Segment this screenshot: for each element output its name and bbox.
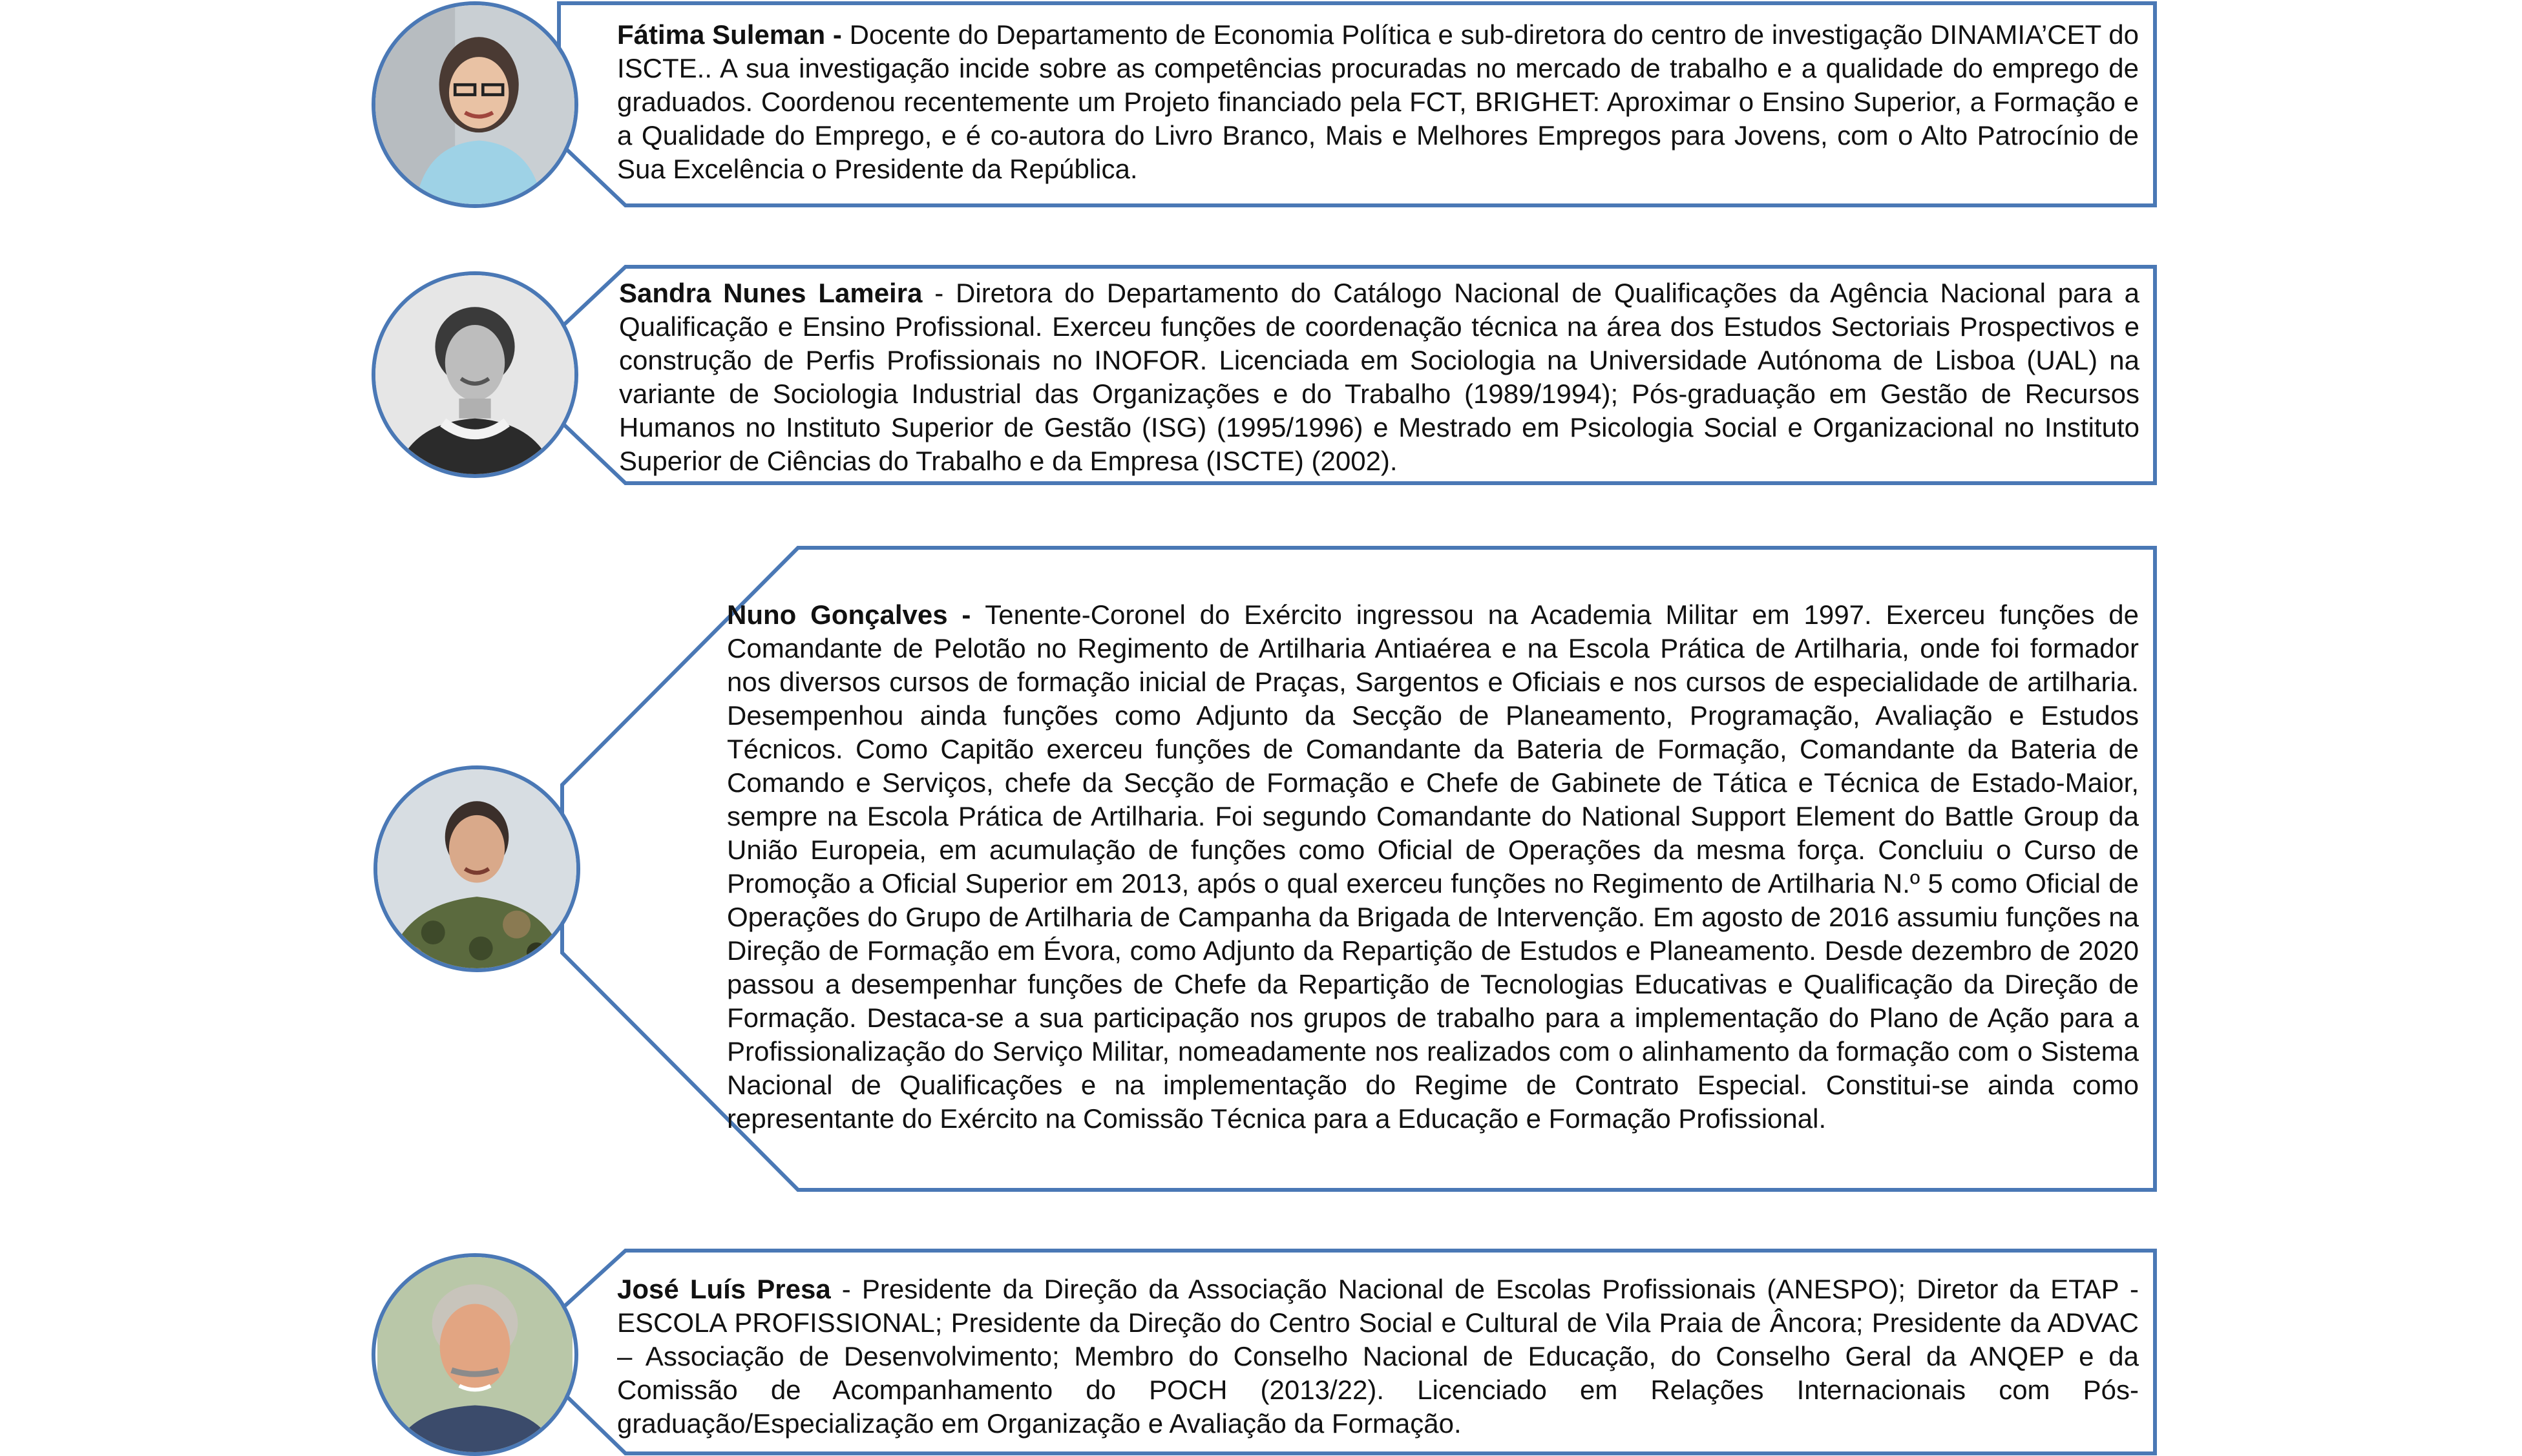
name-separator: - [922, 278, 956, 308]
bio-body: Presidente da Direção da Associação Nacional de Escolas Profissionais (ANESPO); Diretor da ETAP - ESCOLA PROFISSIONAL; Presidente da Direção do Centro Social e Cultural de Vila Praia de Âncora; Presidente da ADVAC – Associação de Desenvolvimento; Membro do Conselho Nacional de Educação, do Conselho Geral da ANQEP e da Comissão de Acompanhamento do POCH (2013/22). Licenciado em Relações Internacionais com Pós-graduação/Especialização em Organização e Avaliação da Formação. [617, 1274, 2139, 1439]
person-name: José Luís Presa [617, 1274, 831, 1304]
bio-body: Docente do Departamento de Economia Política e sub-diretora do centro de investigação DINAMIA’CET do ISCTE.. A sua investigação incide sobre as competências procuradas no mercado de trabalho e a qualidade do emprego de graduados. Coordenou recentemente um Projeto financiado pela FCT, BRIGHET: Aproximar o Ensino Superior, a Formação e a Qualidade do Emprego, e é co-autora do Livro Branco, Mais e Melhores Empregos para Jovens, com o Alto Patrocínio de Sua Excelência o Presidente da República. [617, 19, 2139, 184]
name-separator: - [947, 599, 985, 630]
portrait-woman-bw-icon [375, 275, 574, 474]
person-name: Fátima Suleman [617, 19, 826, 50]
portrait-man-grey-hair-icon [375, 1257, 574, 1452]
bio-text [617, 18, 2139, 186]
portrait-photo [372, 1, 578, 208]
portrait-woman-glasses-icon [375, 5, 574, 204]
person-name: Nuno Gonçalves [727, 599, 948, 630]
name-separator: - [830, 1274, 862, 1304]
bio-body: Tenente-Coronel do Exército ingressou na Academia Militar em 1997. Exerceu funções de Comandante de Pelotão no Regimento de Artilharia Antiaérea e na Escola Prática de Artilharia, onde foi formador nos diversos cursos de formação inicial de Praças, Sargentos e Oficiais e nos cursos de especialidade de artilharia. Desempenhou ainda funções como Adjunto da Secção de Planeamento, Programação, Avaliação e Estudos Técnicos. Como Capitão exerceu funções de Comandante da Bateria de Formação, Comandante da Bateria de Comando e Serviços, chefe da Secção de Formação e Chefe de Gabinete de Tática e Técnica de Estado-Maior, sempre na Escola Prática de Artilharia. Foi segundo Comandante do National Support Element do Battle Group da União Europeia, em acumulação de funções como Oficial de Operações da mesma força. Concluiu o Curso de Promoção a Oficial Superior em 2013, após o qual exerceu funções no Regimento de Artilharia N.º 5 como Oficial de Operações do Grupo de Artilharia de Campanha da Brigada de Intervenção. Em agosto de 2016 assumiu funções na Direção de Formação em Évora, como Adjunto da Repartição de Estudos e Planeamento. Desde dezembro de 2020 passou a desempenhar funções de Chefe da Repartição de Tecnologias Educativas e Qualificação da Direção de Formação. Destaca-se a sua participação nos grupos de trabalho para a implementação do Plano de Ação para a Profissionalização do Serviço Militar, nomeadamente nos realizados com o alinhamento da formação com o Sistema Nacional de Qualificações e na implementação do Regime de Contrato Especial. Constitui-se ainda como representante do Exército na Comissão Técnica para a Educação e Formação Profissional. [727, 599, 2139, 1134]
portrait-photo [373, 765, 580, 972]
bio-text [727, 598, 2139, 1136]
portrait-photo [372, 271, 578, 478]
portrait-man-military-icon [377, 769, 576, 968]
name-separator: - [825, 19, 850, 50]
bio-text [617, 1273, 2139, 1440]
person-name: Sandra Nunes Lameira [619, 278, 923, 308]
bio-body: Diretora do Departamento do Catálogo Nacional de Qualificações da Agência Nacional para a Qualificação e Ensino Profissional. Exerceu funções de coordenação técnica na área dos Estudos Sectoriais Prospectivos e construção de Perfis Profissionais no INOFOR. Licenciada em Sociologia na Universidade Autónoma de Lisboa (UAL) na variante de Sociologia Industrial das Organizações e do Trabalho (1989/1994); Pós-graduação em Gestão de Recursos Humanos no Instituto Superior de Gestão (ISG) (1995/1996) e Mestrado em Psicologia Social e Organizacional no Instituto Superior de Ciências do Trabalho e da Empresa (ISCTE) (2002). [619, 278, 2140, 476]
portrait-photo [372, 1253, 578, 1456]
bio-text [619, 276, 2139, 478]
